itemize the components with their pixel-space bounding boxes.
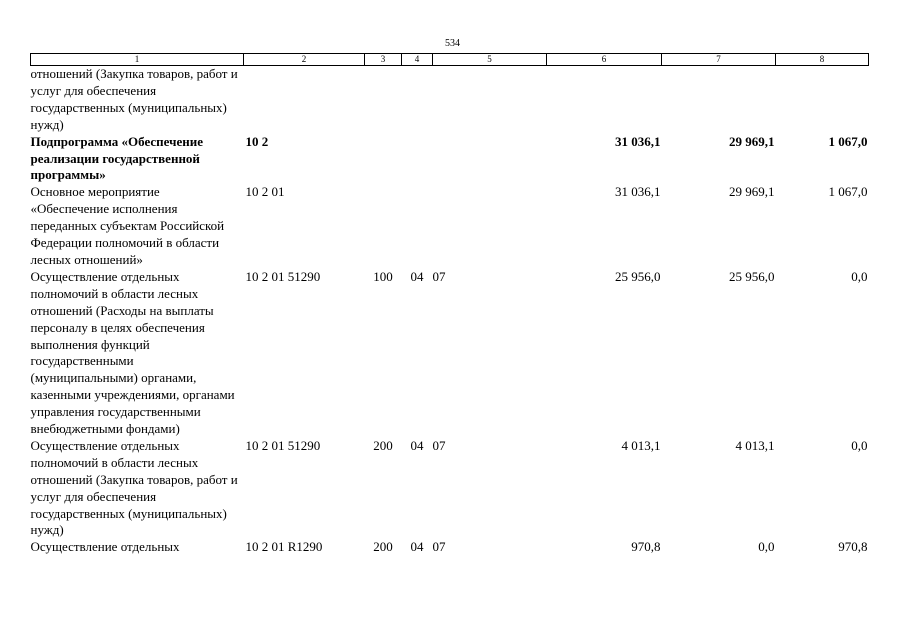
row-rz: 04: [410, 268, 424, 284]
row-name: Осуществление отдельных полномочий в области лесных отношений (Расходы на выплаты персоналу в целях обеспечения выполнения функций государственными (муниципальными) органами, казенными учреждениями, органами управления государственными внебюджетными фондами): [30, 268, 235, 437]
row-pr: [433, 66, 547, 134]
row-code: [244, 66, 365, 134]
row-code: 10 2 01 R1290: [245, 539, 323, 555]
row-value-8: [776, 66, 869, 134]
column-number: 4: [402, 54, 433, 66]
row-rz: [402, 134, 433, 185]
row-vr: [365, 66, 402, 134]
row-pr: [433, 184, 547, 269]
row-code: 10 2 01 51290: [245, 268, 321, 284]
column-number: 5: [433, 54, 547, 66]
row-value-8: 1 067,0: [828, 184, 868, 200]
column-number: 8: [776, 54, 869, 66]
row-pr: [433, 134, 547, 185]
row-rz: [402, 66, 433, 134]
column-number: 6: [547, 54, 662, 66]
row-pr: 07: [432, 268, 446, 284]
row-value-7: 25 956,0: [729, 268, 775, 284]
row-value-6: 25 956,0: [615, 268, 661, 284]
row-name: Основное мероприятие «Обеспечение исполнения переданных субъектам Российской Федерации полномочий в области лесных отношений»: [30, 184, 225, 267]
row-value-7: 0,0: [758, 539, 775, 555]
page-number: 534: [445, 38, 460, 49]
row-name: Подпрограмма «Обеспечение реализации государственной программы»: [30, 133, 203, 183]
row-value-8: 1 067,0: [828, 133, 868, 149]
row-rz: 04: [410, 437, 424, 453]
column-number: 1: [31, 54, 244, 66]
row-vr: 200: [373, 437, 393, 453]
row-name: Осуществление отдельных полномочий в области лесных отношений (Закупка товаров, работ и услуг для обеспечения государственных (муниципальных) нужд): [30, 437, 238, 538]
column-number: 7: [662, 54, 776, 66]
row-pr: 07: [432, 437, 446, 453]
row-code: 10 2 01: [245, 184, 285, 200]
column-number: 2: [244, 54, 365, 66]
row-value-8: 0,0: [851, 437, 868, 453]
row-value-6: [547, 66, 662, 134]
column-number: 3: [365, 54, 402, 66]
column-number-header: [31, 54, 869, 66]
table-row: [31, 438, 869, 539]
row-vr: [365, 184, 402, 269]
row-value-8: 970,8: [838, 539, 868, 555]
row-value-6: 970,8: [631, 539, 661, 555]
row-code: 10 2 01 51290: [245, 437, 321, 453]
budget-table: [30, 53, 869, 556]
row-value-7: 4 013,1: [735, 437, 775, 453]
table-row: [31, 539, 869, 556]
table-row: [31, 66, 869, 134]
row-vr: 200: [373, 539, 393, 555]
table-row: [31, 184, 869, 269]
row-value-7: 29 969,1: [729, 184, 775, 200]
table-row: [31, 134, 869, 185]
table-row: [31, 269, 869, 438]
row-name: отношений (Закупка товаров, работ и услуг для обеспечения государственных (муниципальных) нужд): [30, 66, 238, 132]
row-rz: 04: [410, 539, 424, 555]
row-rz: [402, 184, 433, 269]
row-code: 10 2: [245, 133, 269, 149]
row-pr: 07: [432, 539, 446, 555]
row-value-7: [662, 66, 776, 134]
row-value-6: 31 036,1: [615, 133, 661, 149]
row-name: Осуществление отдельных: [30, 539, 180, 555]
row-value-6: 4 013,1: [621, 437, 661, 453]
row-vr: 100: [373, 268, 393, 284]
row-value-7: 29 969,1: [729, 133, 775, 149]
row-vr: [365, 134, 402, 185]
row-value-6: 31 036,1: [615, 184, 661, 200]
row-value-8: 0,0: [851, 268, 868, 284]
